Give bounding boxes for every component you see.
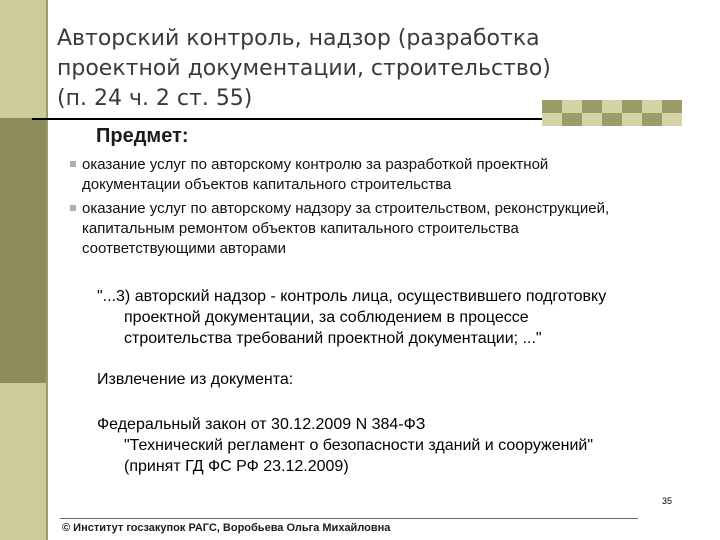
law-reference <box>97 414 687 477</box>
subject-bullet-list <box>70 155 690 263</box>
bullet-line: оказание услуг по авторскому контролю за разработкой проектной <box>82 156 549 173</box>
bullet-line: документации объектов капитального строительства <box>82 176 452 193</box>
law-line-3: (принят ГД ФС РФ 23.12.2009) <box>124 458 349 475</box>
footer-copyright: © Институт госзакупок РАГС, Воробьева Ольга Михайловна <box>62 522 391 534</box>
bullet-line: капитальным ремонтом объектов капитального строительства <box>82 220 519 237</box>
bullet-line: соответствующими авторами <box>82 240 286 257</box>
checker-decoration <box>542 100 682 126</box>
page-number: 35 <box>662 496 673 506</box>
band-edge-line <box>46 0 48 540</box>
left-decorative-band-dark <box>0 118 46 383</box>
bullet-item <box>70 155 690 195</box>
law-quote <box>97 286 687 349</box>
law-line-1: Федеральный закон от 30.12.2009 N 384-ФЗ <box>97 416 426 433</box>
subject-heading: Предмет: <box>96 125 189 147</box>
square-bullet-icon <box>70 161 76 167</box>
bullet-item <box>70 199 690 259</box>
extract-label: Извлечение из документа: <box>97 371 294 388</box>
title-line-3: (п. 24 ч. 2 ст. 55) <box>57 86 253 111</box>
bullet-line: оказание услуг по авторскому надзору за строительством, реконструкцией, <box>82 200 610 217</box>
title-line-1: Авторский контроль, надзор (разработка <box>57 26 540 51</box>
quote-line-1: "...3) авторский надзор - контроль лица, осуществившего подготовку <box>97 288 607 305</box>
quote-line-2: проектной документации, за соблюдением в процессе <box>124 309 529 326</box>
quote-line-3: строительства требований проектной документации; ..." <box>124 330 542 347</box>
square-bullet-icon <box>70 205 76 211</box>
footer-divider <box>60 518 638 519</box>
title-line-2: проектной документации, строительство) <box>57 56 551 81</box>
law-line-2: "Технический регламент о безопасности зданий и сооружений" <box>124 437 594 454</box>
